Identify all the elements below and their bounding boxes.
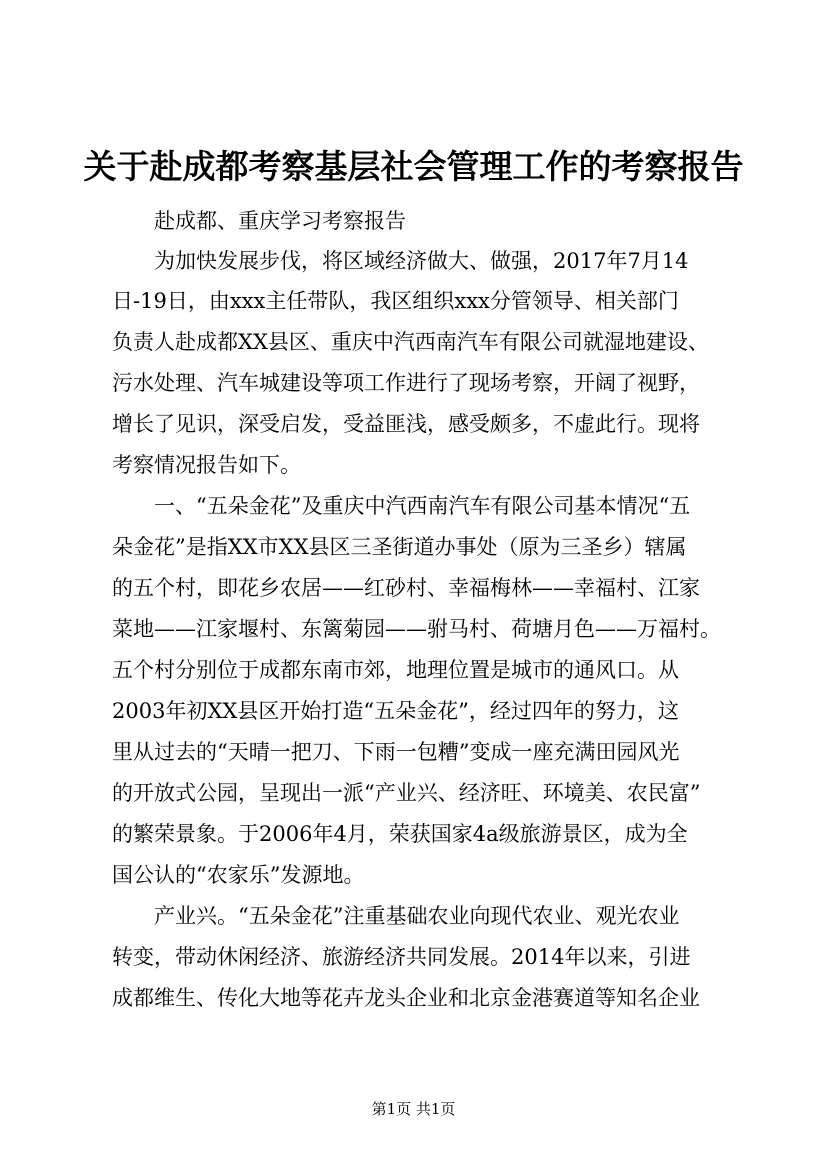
body-line: 产业兴。“五朵金花”注重基础农业向现代农业、观光农业 [112,904,680,928]
body-line: 的开放式公园，呈现出一派“产业兴、经济旺、环境美、农民富” [112,781,701,805]
body-line: 2003年初XX县区开始打造“五朵金花”，经过四年的努力，这 [112,699,679,723]
page-number-footer: 第1页 共1页 [371,1100,456,1118]
body-line: 朵金花”是指XX市XX县区三圣街道办事处（原为三圣乡）辖属 [112,535,687,559]
body-line: 考察情况报告如下。 [112,453,301,477]
body-line: 日-19日，由xxx主任带队，我区组织xxx分管领导、相关部门 [112,289,679,313]
body-line: 菜地——江家堰村、东篱菊园——驸马村、荷塘月色——万福村。 [112,617,721,641]
body-line: 的五个村，即花乡农居——红砂村、幸福梅林——幸福村、江家 [112,576,700,600]
body-line: 的繁荣景象。于2006年4月，荣获国家4a级旅游景区，成为全 [112,822,688,846]
body-line: 成都维生、传化大地等花卉龙头企业和北京金港赛道等知名企业 [112,986,700,1010]
body-line: 为加快发展步伐，将区域经济做大、做强，2017年7月14 [112,249,689,273]
body-line: 国公认的“农家乐”发源地。 [112,863,365,887]
body-line: 负责人赴成都XX县区、重庆中汽西南汽车有限公司就湿地建设、 [112,330,709,354]
body-line: 污水处理、汽车城建设等项工作进行了现场考察，开阔了视野， [112,371,700,395]
body-line: 赴成都、重庆学习考察报告 [112,209,406,233]
body-line: 增长了见识，深受启发，受益匪浅，感受颇多，不虚此行。现将 [112,412,700,436]
document-title: 关于赴成都考察基层社会管理工作的考察报告 [83,147,744,186]
body-line: 里从过去的“天晴一把刀、下雨一包糟”变成一座充满田园风光 [112,740,680,764]
body-line: 五个村分别位于成都东南市郊，地理位置是城市的通风口。从 [112,658,679,682]
body-line: 转变，带动休闲经济、旅游经济共同发展。2014年以来，引进 [112,945,691,969]
body-line: 一、“五朵金花”及重庆中汽西南汽车有限公司基本情况“五 [112,494,691,518]
